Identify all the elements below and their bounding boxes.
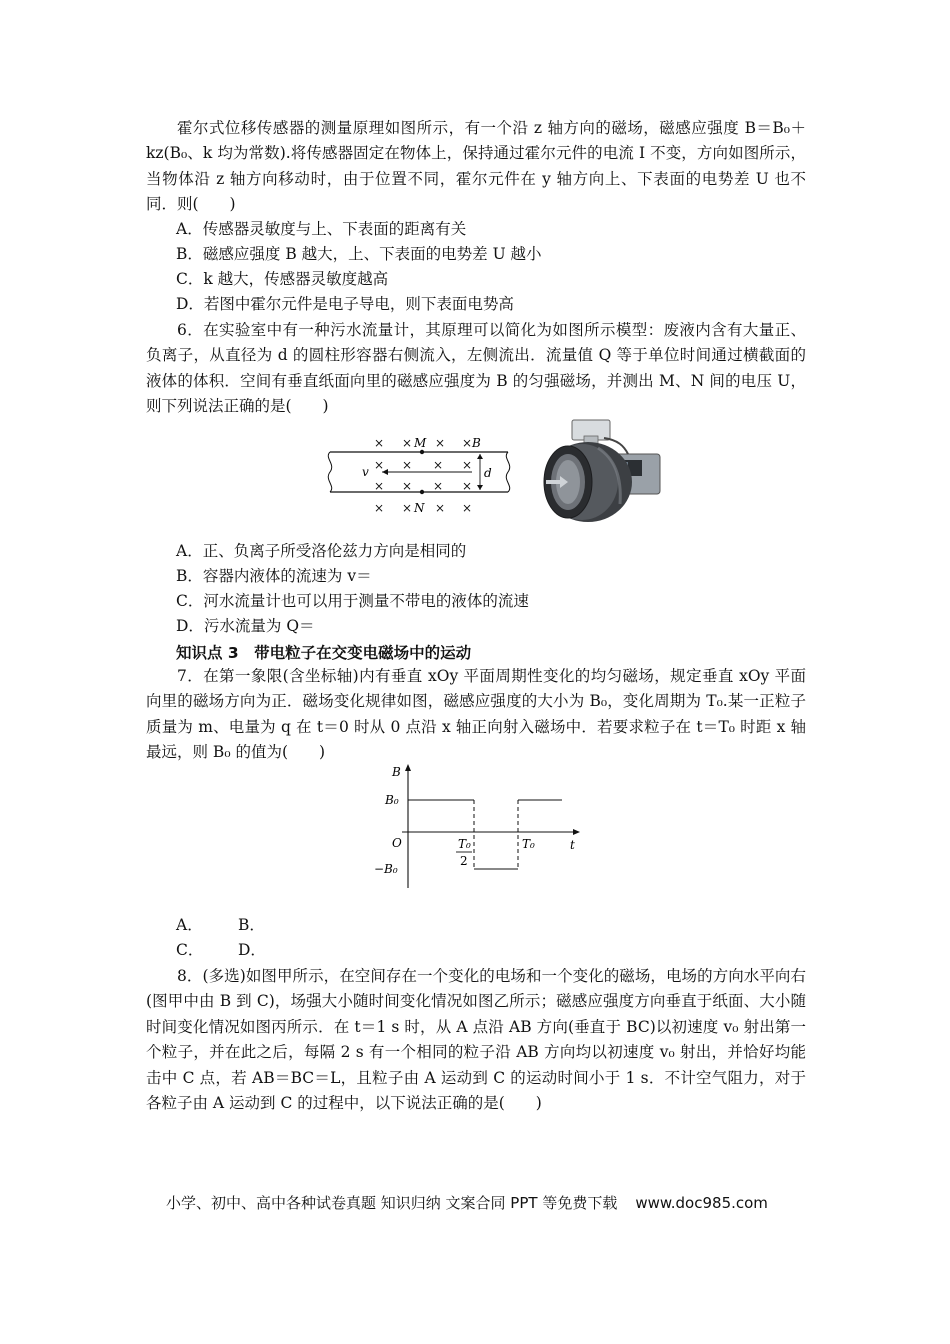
q5-option-b: B．磁感应强度 B 越大，上、下表面的电势差 U 越小 — [176, 245, 542, 263]
svg-text:×: × — [402, 501, 413, 515]
q6-label-m: M — [414, 436, 427, 450]
footer-text: 小学、初中、高中各种试卷真题 知识归纳 文案合同 PPT 等免费下载 — [166, 1194, 618, 1212]
q7-options-row-2 — [176, 938, 266, 963]
q7-y-axis-label: B — [392, 765, 401, 779]
svg-text:×: × — [433, 458, 444, 472]
page-footer — [166, 1192, 768, 1213]
svg-text:×: × — [402, 436, 413, 450]
q7-option-c: C． — [176, 941, 204, 959]
svg-text:×: × — [433, 479, 444, 493]
svg-text:×: × — [402, 458, 413, 472]
q6-label-n: N — [414, 501, 425, 515]
q7-pos-level-label: B₀ — [385, 793, 399, 807]
q7-half-period-numerator: T₀ — [458, 837, 471, 851]
svg-text:×: × — [462, 458, 473, 472]
q6-option-c: C．河水流量计也可以用于测量不带电的液体的流速 — [176, 592, 529, 610]
svg-text:×: × — [462, 479, 473, 493]
q7-half-period-denominator: 2 — [460, 854, 468, 868]
q7-period-label: T₀ — [522, 837, 535, 851]
q7-option-d: D． — [238, 941, 266, 959]
q7-option-a: A． — [176, 916, 203, 934]
svg-text:×: × — [462, 501, 473, 515]
q7-options-row-1 — [176, 913, 265, 938]
q7-b-t-graph — [372, 760, 588, 892]
q6-flow-meter-photo — [538, 418, 664, 528]
q7-x-axis-label: t — [570, 838, 575, 852]
q6-label-d: d — [484, 466, 492, 480]
q8-stem: 8．(多选)如图甲所示，在空间存在一个变化的电场和一个变化的磁场，电场的方向水平向右(图甲中由 B 到 C)，场强大小随时间变化情况如图乙所示；磁感应强度方向垂直于纸面、大小随时间变化情况如图丙所示．在 t＝1 s 时，从 A 点沿 AB 方向(垂直于 BC)以初速度 v₀ 射出第一个粒子，并在此之后，每隔 2 s 有一个相同的粒子沿 AB 方向均以初速度 v₀ 射出，并恰好均能击中 C 点，若 AB＝BC＝L，且粒子由 A 运动到 C 的运动时间小于 1 s．不计空气阻力，对于各粒子由 A 运动到 C 的过程中，以下说法正确的是( ) — [146, 967, 806, 1113]
svg-text:×: × — [374, 479, 385, 493]
q5-option-d: D．若图中霍尔元件是电子导电，则下表面电势高 — [176, 295, 514, 313]
q6-stem: 6．在实验室中有一种污水流量计，其原理可以简化为如图所示模型：废液内含有大量正、负离子，从直径为 d 的圆柱形容器右侧流入，左侧流出．流量值 Q 等于单位时间通过横截面的液体的体积．空间有垂直纸面向里的磁感应强度为 B 的匀强磁场，并测出 M、N 间的电压 U，则下列说法正确的是( ) — [146, 321, 806, 416]
svg-text:×: × — [402, 479, 413, 493]
q6-option-d: D．污水流量为 Q＝ — [176, 617, 315, 635]
q7-origin-label: O — [392, 836, 402, 850]
svg-text:×: × — [435, 436, 446, 450]
q6-label-v: v — [362, 465, 369, 479]
q7-option-b: B． — [238, 916, 265, 934]
svg-text:×: × — [374, 436, 385, 450]
svg-text:×: × — [374, 501, 385, 515]
q6-option-a: A．正、负离子所受洛伦兹力方向是相同的 — [176, 542, 467, 560]
q6-label-b: B — [472, 436, 481, 450]
q6-option-b: B．容器内液体的流速为 v＝ — [176, 567, 372, 585]
q7-neg-level-label: −B₀ — [374, 862, 398, 876]
q7-stem: 7．在第一象限(含坐标轴)内有垂直 xOy 平面周期性变化的均匀磁场，规定垂直 xOy 平面向里的磁场方向为正．磁场变化规律如图，磁感应强度的大小为 B₀，变化周期为 T₀.某一正粒子质量为 m、电量为 q 在 t＝0 时从 0 点沿 x 轴正向射入磁场中．若要求粒子在 t＝T₀ 时距 x 轴最远，则 B₀ 的值为( ) — [146, 667, 806, 762]
footer-url[interactable]: www.doc985.com — [635, 1194, 768, 1212]
section-heading: 知识点 3 带电粒子在交变电磁场中的运动 — [176, 644, 472, 662]
svg-text:×: × — [462, 436, 473, 450]
svg-text:×: × — [435, 501, 446, 515]
q5-option-c: C．k 越大，传感器灵敏度越高 — [176, 270, 389, 288]
q5-option-a: A．传感器灵敏度与上、下表面的距离有关 — [176, 220, 467, 238]
svg-text:×: × — [374, 458, 385, 472]
q5-stem: 霍尔式位移传感器的测量原理如图所示，有一个沿 z 轴方向的磁场，磁感应强度 B＝B₀＋kz(B₀、k 均为常数).将传感器固定在物体上，保持通过霍尔元件的电流 I 不变，方向如图所示，当物体沿 z 轴方向移动时，由于位置不同，霍尔元件在 y 轴方向上、下表面的电势差 U 也不同．则( ) — [146, 119, 806, 214]
q6-flow-meter-diagram — [322, 428, 514, 520]
